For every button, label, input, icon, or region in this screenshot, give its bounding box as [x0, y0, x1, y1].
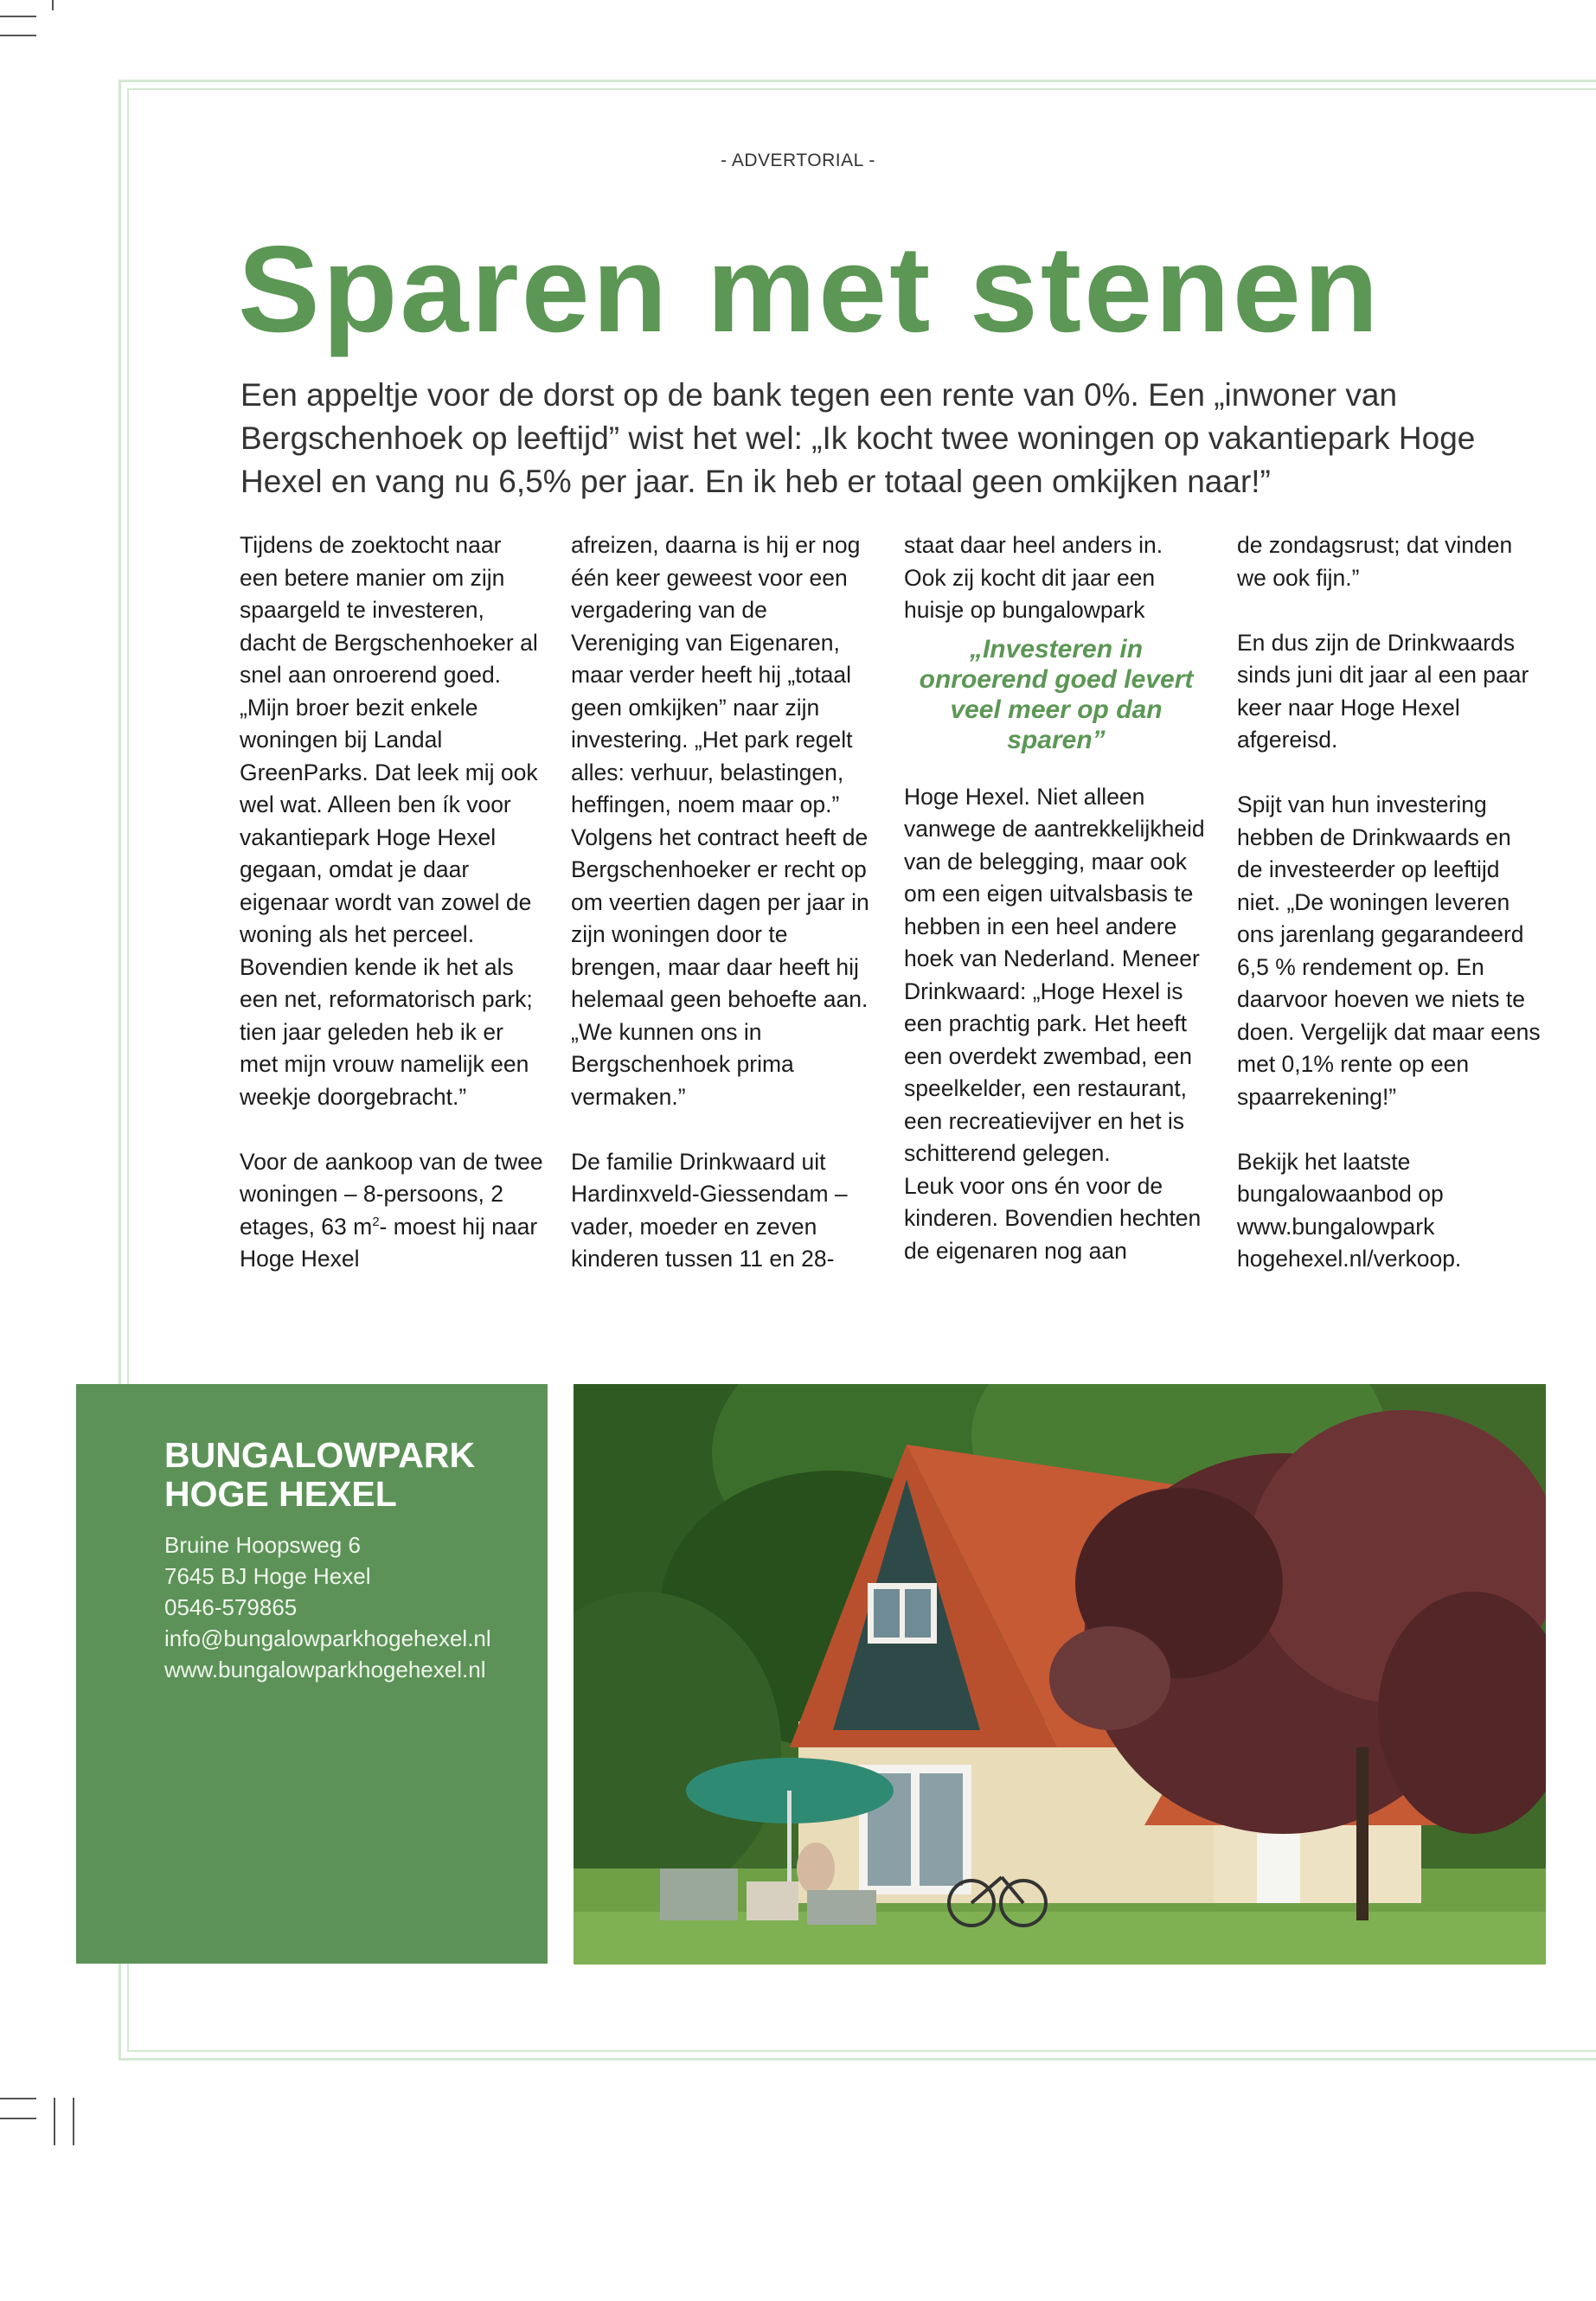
article-column-2 — [571, 529, 875, 1276]
pull-quote: „Investeren in onroerend goed levert veel meer op dan sparen” — [919, 634, 1194, 754]
contact-street: Bruine Hoopsweg 6 — [164, 1532, 361, 1558]
paragraph: En dus zijn de Drinkwaards sinds juni dit jaar al een paar keer naar Hoge Hexel afgereisd. — [1237, 629, 1529, 753]
advertorial-label: - ADVERTORIAL - — [721, 151, 875, 170]
crop-mark — [0, 2118, 36, 2119]
paragraph: De familie Drinkwaard uit Hardinxveld-Giessendam –vader, moeder en zeven kinderen tussen 11 en 28- — [571, 1148, 848, 1272]
paragraph: Tijdens de zoektocht naar een betere manier om zijn spaargeld te investeren, dacht de Bergschenhoeker al snel aan onroerend goed. „Mijn broer bezit enkele woningen bij Landal GreenParks. Dat leek mij ook wel wat. Alleen ben ík voor vakantiepark Hoge Hexel gegaan, omdat je daar eigenaar wordt van zowel de woning als het perceel. Bovendien kende ik het als een net, reformatorisch park; tien jaar geleden heb ik er met mijn vrouw namelijk een weekje doorgebracht.” — [240, 532, 538, 1110]
paragraph: staat daar heel anders in. Ook zij kocht dit jaar een huisje op bungalowpark — [904, 532, 1163, 623]
contact-details — [164, 1529, 491, 1685]
crop-mark — [0, 35, 36, 36]
crop-mark — [54, 2098, 55, 2145]
paragraph: afreizen, daarna is hij er nog één keer geweest voor een vergadering van de Vereniging van Eigenaren, maar verder heeft hij „totaal geen omkijken” naar zijn investering. „Het park regelt alles: verhuur, belastingen, heffingen, noem maar op.” — [571, 532, 861, 817]
contact-website[interactable]: www.bungalowparkhogehexel.nl — [164, 1657, 486, 1682]
paragraph: Voor de aankoop van de twee woningen – 8-persoons, 2 etages, 63 $m^2-$ moest hij naar Hoge Hexel — [240, 1148, 543, 1272]
contact-title: BUNGALOWPARK HOGE HEXEL — [164, 1435, 476, 1514]
article-column-3 — [904, 529, 1208, 1267]
paragraph: Spijt van hun investering hebben de Drinkwaards en de investeerder op leeftijd niet. „De woningen leveren ons jarenlang gegarandeerd 6,5 % rendement op. En daarvoor hoeven we niets te doen. Vergelijk dat maar eens met 0,1% rente op een spaarrekening!” — [1237, 792, 1541, 1110]
page-title: Sparen met stenen — [238, 221, 1381, 358]
contact-email[interactable]: info@bungalowparkhogehexel.nl — [164, 1625, 491, 1651]
paragraph: Bekijk het laatste bungalowaanbod op www.bungalowpark hogehexel.nl/verkoop. — [1237, 1148, 1462, 1272]
paragraph: Volgens het contract heeft de Bergschenhoeker er recht op om veertien dagen per jaar in zijn woningen door te brengen, maar daar heeft hij helemaal geen behoefte aan. „We kunnen ons in Bergschenhoek prima vermaken.” — [571, 824, 869, 1110]
contact-box — [76, 1384, 548, 1964]
bungalow-photo — [574, 1384, 1546, 1965]
paragraph: Leuk voor ons én voor de kinderen. Bovendien hechten de eigenaren nog aan — [904, 1172, 1202, 1264]
intro-paragraph: Een appeltje voor de dorst op de bank tegen een rente van 0%. Een „inwoner van Bergschenhoek op leeftijd” wist het wel: „Ik kocht twee woningen op vakantiepark Hoge Hexel en vang nu 6,5% per jaar. En ik heb er totaal geen omkijken naar!” — [240, 377, 1476, 499]
crop-mark — [73, 2098, 74, 2145]
crop-mark — [52, 0, 54, 10]
contact-postal: 7645 BJ Hoge Hexel — [164, 1563, 371, 1589]
bungalow-photo-illustration — [574, 1384, 1546, 1965]
contact-phone: 0546-579865 — [164, 1594, 298, 1620]
crop-mark — [0, 16, 36, 17]
article-column-1 — [240, 529, 544, 1276]
paragraph: de zondagsrust; dat vinden we ook fijn.” — [1237, 532, 1513, 591]
article-column-4 — [1237, 529, 1542, 1276]
crop-mark — [0, 2098, 36, 2099]
paragraph: Hoge Hexel. Niet alleen vanwege de aantrekkelijkheid van de belegging, maar ook om een eigen uitvalsbasis te hebben in een heel andere hoek van Nederland. Meneer Drinkwaard: „Hoge Hexel is een prachtig park. Het heeft een overdekt zwembad, een speelkelder, een restaurant, een recreatievijver en het is schitterend gelegen. — [904, 783, 1205, 1166]
